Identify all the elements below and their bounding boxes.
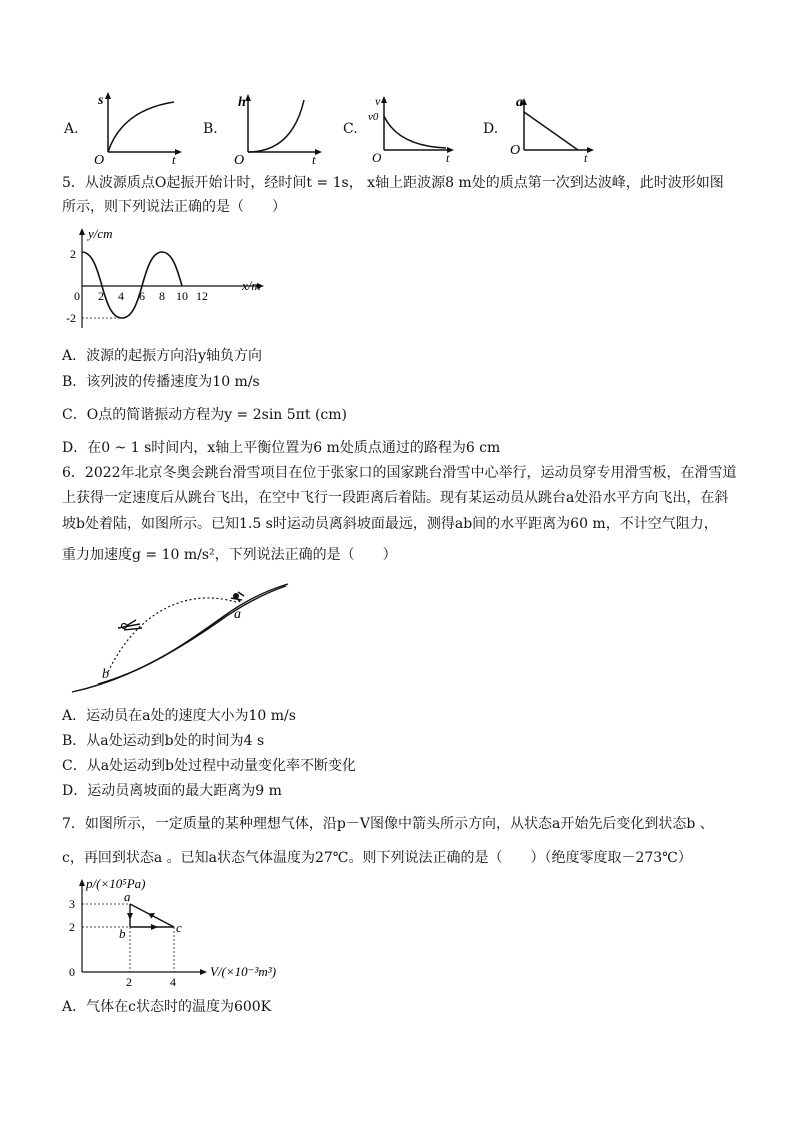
y-axis-label: h bbox=[238, 95, 246, 110]
x-tick-2: 2 bbox=[126, 975, 132, 986]
q4-graph-c bbox=[366, 92, 462, 164]
x-tick-4: 4 bbox=[118, 289, 124, 303]
q6-stem-line1: 6．2022年北京冬奥会跳台滑雪项目在位于张家口的国家跳台滑雪中心举行，运动员穿专用滑雪板，在滑雪道 bbox=[62, 465, 737, 481]
y-arrow-icon bbox=[79, 228, 85, 235]
y-tick-2: 2 bbox=[70, 247, 76, 261]
point-a-label: a bbox=[124, 889, 131, 904]
y-tick-2: 2 bbox=[69, 920, 75, 934]
x-tick-6: 6 bbox=[139, 289, 145, 303]
x-tick-0: 0 bbox=[74, 289, 80, 303]
q5-option-a: A．波源的起振方向沿y轴负方向 bbox=[62, 348, 263, 364]
q6-stem-line2: 上获得一定速度后从跳台飞出，在空中飞行一段距离后着陆。现有某运动员从跳台a处沿水平方向飞出，在斜 bbox=[62, 490, 729, 506]
origin-label: O bbox=[510, 143, 521, 158]
trajectory-path bbox=[108, 598, 236, 672]
q4-graph-a bbox=[92, 90, 188, 166]
y-axis-label: s bbox=[98, 93, 104, 108]
curve bbox=[384, 116, 446, 148]
q4-option-b-label: B. bbox=[203, 121, 218, 137]
line bbox=[524, 112, 578, 150]
y-arrow-icon bbox=[105, 92, 111, 99]
y-arrow-icon bbox=[381, 96, 387, 103]
flying-skier-icon bbox=[118, 620, 142, 630]
curve bbox=[248, 100, 304, 152]
x-tick-10: 10 bbox=[176, 289, 188, 303]
q6-stem-line3: 坡b处着陆，如图所示。已知1.5 s时运动员离斜坡面最远，测得ab间的水平距离为60 m，不计空气阻力， bbox=[62, 516, 718, 532]
q6-stem-line4: 重力加速度g = 10 m/s²，下列说法正确的是（ ） bbox=[62, 547, 397, 563]
q6-option-a: A．运动员在a处的速度大小为10 m/s bbox=[62, 708, 296, 724]
curve bbox=[108, 102, 174, 152]
v0-label: v0 bbox=[368, 111, 379, 123]
x-axis-label: V/(×10⁻³m³) bbox=[210, 964, 277, 979]
x-tick-2: 2 bbox=[98, 289, 104, 303]
x-axis-label: x/m bbox=[242, 278, 261, 293]
q6-option-d: D．运动员离坡面的最大距离为9 m bbox=[62, 783, 282, 799]
x-arrow-icon bbox=[315, 149, 322, 155]
x-axis-label: t bbox=[446, 151, 450, 164]
x-tick-8: 8 bbox=[159, 289, 165, 303]
q4-graph-b bbox=[232, 90, 328, 166]
q6-option-b: B．从a处运动到b处的时间为4 s bbox=[62, 733, 265, 749]
wave-curve bbox=[82, 252, 182, 318]
origin-label: O bbox=[234, 153, 245, 166]
q4-graph-d bbox=[506, 92, 602, 164]
q6-option-c: C．从a处运动到b处过程中动量变化率不断变化 bbox=[62, 758, 357, 774]
slope-upper-edge bbox=[98, 584, 288, 684]
origin-label: O bbox=[372, 150, 382, 164]
q4-option-c-label: C. bbox=[343, 121, 358, 137]
x-arrow-icon bbox=[200, 969, 207, 975]
y-tick-0: 0 bbox=[69, 965, 75, 979]
q5-stem-line2: 所示，则下列说法正确的是（ ） bbox=[62, 199, 286, 215]
q6-ski-slope-figure bbox=[68, 580, 294, 698]
q7-option-a: A．气体在c状态时的温度为600K bbox=[62, 999, 272, 1015]
point-b-label: b bbox=[102, 667, 109, 682]
origin-label: O bbox=[94, 153, 105, 166]
y-tick-3: 3 bbox=[69, 897, 75, 911]
q5-wave-graph bbox=[62, 222, 282, 332]
x-arrow-icon bbox=[175, 149, 182, 155]
q7-pv-graph bbox=[62, 874, 324, 986]
x-axis-label: t bbox=[312, 152, 316, 166]
q5-option-b: B．该列波的传播速度为10 m/s bbox=[62, 374, 260, 390]
x-axis-label: t bbox=[584, 151, 588, 164]
arrow-bc-icon bbox=[151, 924, 158, 930]
y-axis-label: y/cm bbox=[88, 226, 113, 241]
point-c-label: c bbox=[176, 920, 182, 935]
skier-icon bbox=[231, 592, 244, 602]
q4-option-d-label: D. bbox=[483, 121, 499, 137]
x-tick-4: 4 bbox=[170, 975, 176, 986]
y-axis-label: v bbox=[375, 94, 381, 108]
arrow-ab-icon bbox=[127, 913, 133, 920]
x-axis-label: t bbox=[172, 152, 176, 166]
y-axis-label: p/(×10⁵Pa) bbox=[86, 876, 146, 891]
y-arrow-icon bbox=[245, 94, 251, 101]
q5-option-c: C．O点的简谐振动方程为y = 2sin 5πt (cm) bbox=[62, 407, 347, 423]
y-arrow-icon bbox=[79, 879, 85, 886]
q7-stem-line1: 7．如图所示，一定质量的某种理想气体，沿p－V图像中箭头所示方向，从状态a开始先后变化到状态b 、 bbox=[62, 816, 714, 832]
q7-stem-line2: c，再回到状态a 。已知a状态气体温度为27℃。则下列说法正确的是（ ）（绝度零度取－273℃） bbox=[62, 850, 692, 866]
q5-stem-line1: 5．从波源质点O起振开始计时，经时间t = 1s， x轴上距波源8 m处的质点第一次到达波峰，此时波形如图 bbox=[62, 175, 724, 191]
point-a-label: a bbox=[234, 607, 241, 622]
point-b-label: b bbox=[119, 926, 126, 941]
y-tick-neg2: -2 bbox=[66, 311, 76, 325]
q5-option-d: D．在0 ~ 1 s时间内，x轴上平衡位置为6 m处质点通过的路程为6 cm bbox=[62, 440, 501, 456]
q4-option-a-label: A. bbox=[64, 121, 79, 137]
y-axis-label: a bbox=[516, 95, 523, 110]
x-arrow-icon bbox=[587, 147, 594, 153]
x-tick-12: 12 bbox=[196, 289, 208, 303]
